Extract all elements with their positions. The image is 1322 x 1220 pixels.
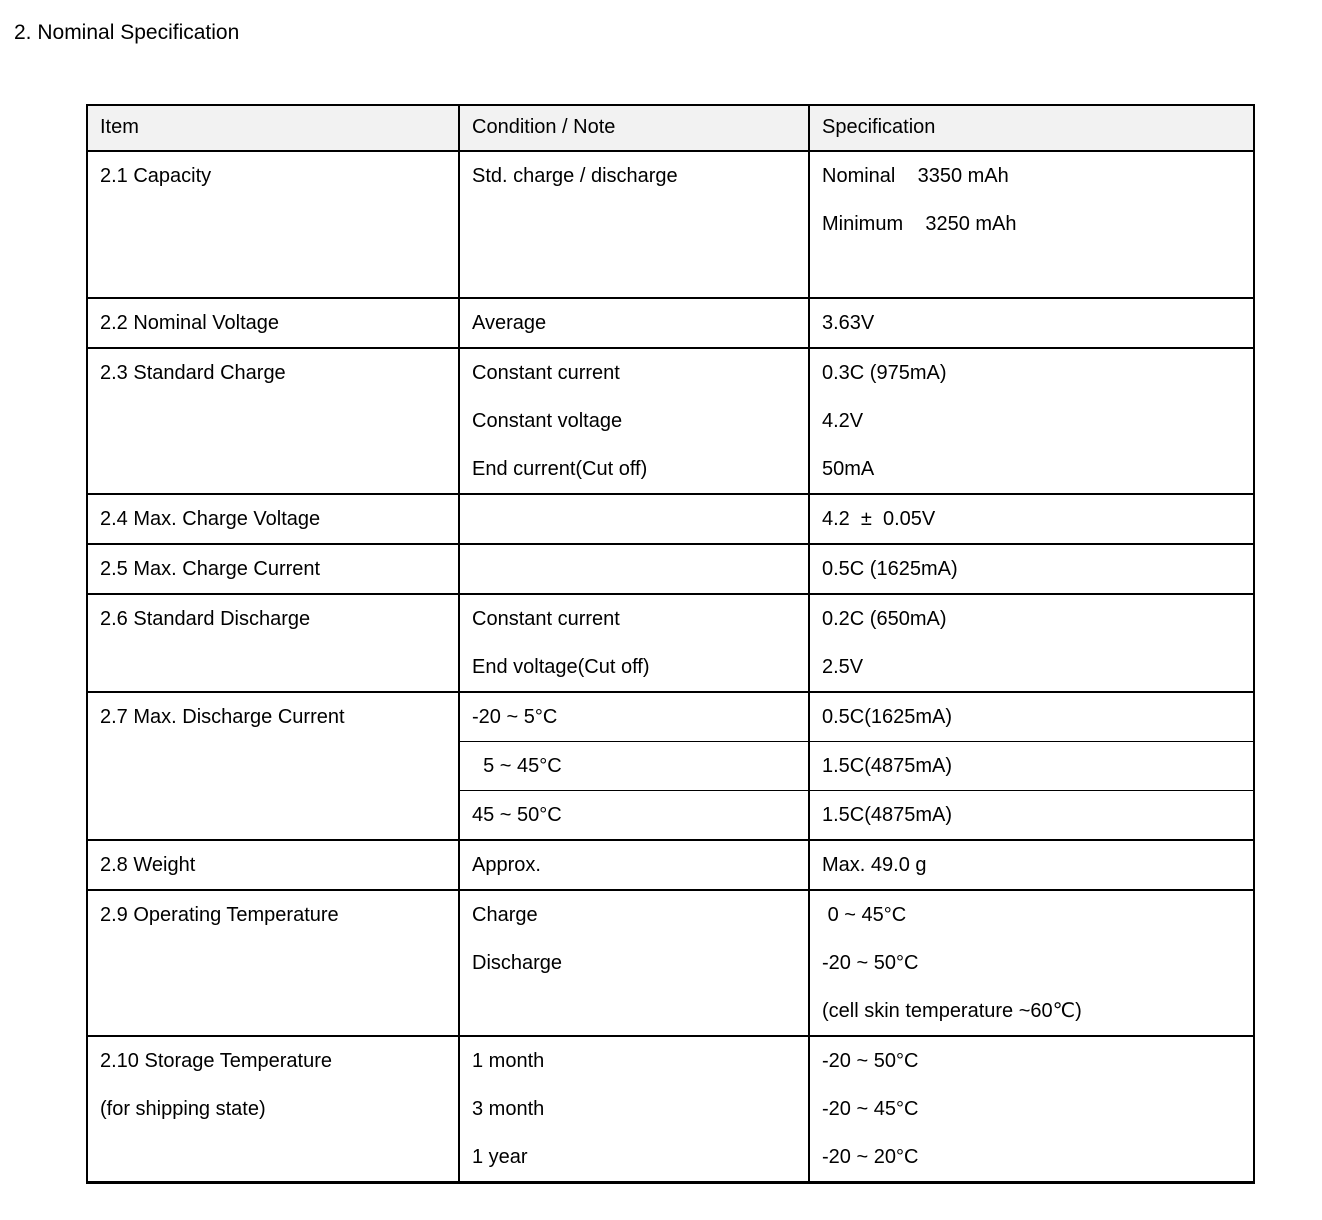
- item-label: 2.2 Nominal Voltage: [100, 312, 280, 334]
- cell-item: [87, 840, 459, 890]
- cell-condition: [459, 840, 809, 890]
- item-label: (for shipping state): [100, 1098, 266, 1120]
- spec-line: 0 ~ 45°C: [822, 904, 907, 926]
- cell-condition: [459, 348, 809, 494]
- cell-condition: [459, 1036, 809, 1183]
- spec-line: Nominal 3350 mAh: [822, 165, 1009, 187]
- cell-spec: [809, 348, 1254, 494]
- row-max-discharge-current-sub-1: [87, 692, 1254, 742]
- item-label: 2.1 Capacity: [100, 165, 212, 187]
- cell-condition: [459, 791, 809, 841]
- cell-condition: [459, 151, 809, 298]
- spec-line: 0.5C(1625mA): [822, 706, 953, 728]
- row-capacity: [87, 151, 1254, 298]
- cell-condition: [459, 594, 809, 692]
- spec-line: Minimum 3250 mAh: [822, 213, 1017, 235]
- cell-item: [87, 494, 459, 544]
- item-label: 2.10 Storage Temperature: [100, 1050, 333, 1072]
- cell-item: [87, 594, 459, 692]
- cell-spec: [809, 1036, 1254, 1183]
- header-condition-label: Condition / Note: [472, 116, 616, 138]
- row-standard-charge: [87, 348, 1254, 494]
- condition-line: Constant voltage: [472, 410, 623, 432]
- item-label: 2.7 Max. Discharge Current: [100, 706, 345, 728]
- spec-line: 1.5C(4875mA): [822, 804, 953, 826]
- condition-line: Constant current: [472, 362, 620, 384]
- item-label: 2.6 Standard Discharge: [100, 608, 311, 630]
- spec-line: 0.5C (1625mA): [822, 558, 958, 580]
- cell-spec: [809, 840, 1254, 890]
- item-label: 2.9 Operating Temperature: [100, 904, 339, 926]
- cell-item: [87, 151, 459, 298]
- spec-line: 0.3C (975mA): [822, 362, 947, 384]
- section-title: 2. Nominal Specification: [14, 21, 240, 44]
- cell-spec: [809, 494, 1254, 544]
- cell-spec: [809, 890, 1254, 1036]
- spec-line: 1.5C(4875mA): [822, 755, 953, 777]
- cell-item: [87, 692, 459, 840]
- condition-line: 5 ~ 45°C: [472, 755, 562, 777]
- table-header-row: [87, 105, 1254, 151]
- spec-line: (cell skin temperature ~60℃): [822, 1000, 1082, 1022]
- condition-line: Std. charge / discharge: [472, 165, 678, 187]
- cell-condition: [459, 742, 809, 791]
- header-item-label: Item: [100, 116, 139, 138]
- row-max-charge-voltage: [87, 494, 1254, 544]
- item-label: 2.4 Max. Charge Voltage: [100, 508, 321, 530]
- row-standard-discharge: [87, 594, 1254, 692]
- condition-line: 3 month: [472, 1098, 545, 1120]
- item-label: 2.3 Standard Charge: [100, 362, 286, 384]
- row-weight: [87, 840, 1254, 890]
- header-specification-label: Specification: [822, 116, 936, 138]
- spec-line: 50mA: [822, 458, 875, 480]
- cell-condition: [459, 692, 809, 742]
- cell-condition-empty: [459, 544, 809, 594]
- cell-item: [87, 348, 459, 494]
- condition-line: Constant current: [472, 608, 620, 630]
- spec-line: -20 ~ 45°C: [822, 1098, 919, 1120]
- condition-line: 45 ~ 50°C: [472, 804, 562, 826]
- header-item: [87, 105, 459, 151]
- condition-line: -20 ~ 5°C: [472, 706, 558, 728]
- cell-spec: [809, 692, 1254, 742]
- spec-line: 4.2V: [822, 410, 864, 432]
- cell-item: [87, 890, 459, 1036]
- cell-condition: [459, 298, 809, 348]
- condition-line: 1 year: [472, 1146, 528, 1168]
- cell-condition-empty: [459, 494, 809, 544]
- cell-spec: [809, 594, 1254, 692]
- header-condition: [459, 105, 809, 151]
- row-nominal-voltage: [87, 298, 1254, 348]
- condition-line: End voltage(Cut off): [472, 656, 650, 678]
- cell-item: [87, 1036, 459, 1183]
- cell-spec: [809, 298, 1254, 348]
- row-operating-temperature: [87, 890, 1254, 1036]
- item-label: 2.5 Max. Charge Current: [100, 558, 321, 580]
- cell-spec: [809, 544, 1254, 594]
- header-specification: [809, 105, 1254, 151]
- condition-line: Average: [472, 312, 547, 334]
- cell-condition: [459, 890, 809, 1036]
- spec-table: [86, 104, 1255, 1184]
- cell-spec: [809, 742, 1254, 791]
- cell-item: [87, 298, 459, 348]
- spec-line: -20 ~ 50°C: [822, 1050, 919, 1072]
- cell-item: [87, 544, 459, 594]
- spec-line: 0.2C (650mA): [822, 608, 947, 630]
- spec-line: 3.63V: [822, 312, 875, 334]
- row-storage-temperature: [87, 1036, 1254, 1183]
- spec-line: -20 ~ 50°C: [822, 952, 919, 974]
- spec-line: Max. 49.0 g: [822, 854, 927, 876]
- cell-spec: [809, 151, 1254, 298]
- spec-line: 2.5V: [822, 656, 864, 678]
- condition-line: 1 month: [472, 1050, 545, 1072]
- condition-line: End current(Cut off): [472, 458, 648, 480]
- spec-line: -20 ~ 20°C: [822, 1146, 919, 1168]
- item-label: 2.8 Weight: [100, 854, 196, 876]
- cell-spec: [809, 791, 1254, 841]
- spec-line: 4.2 ± 0.05V: [822, 508, 936, 530]
- condition-line: Discharge: [472, 952, 563, 974]
- row-max-charge-current: [87, 544, 1254, 594]
- condition-line: Approx.: [472, 854, 541, 876]
- condition-line: Charge: [472, 904, 538, 926]
